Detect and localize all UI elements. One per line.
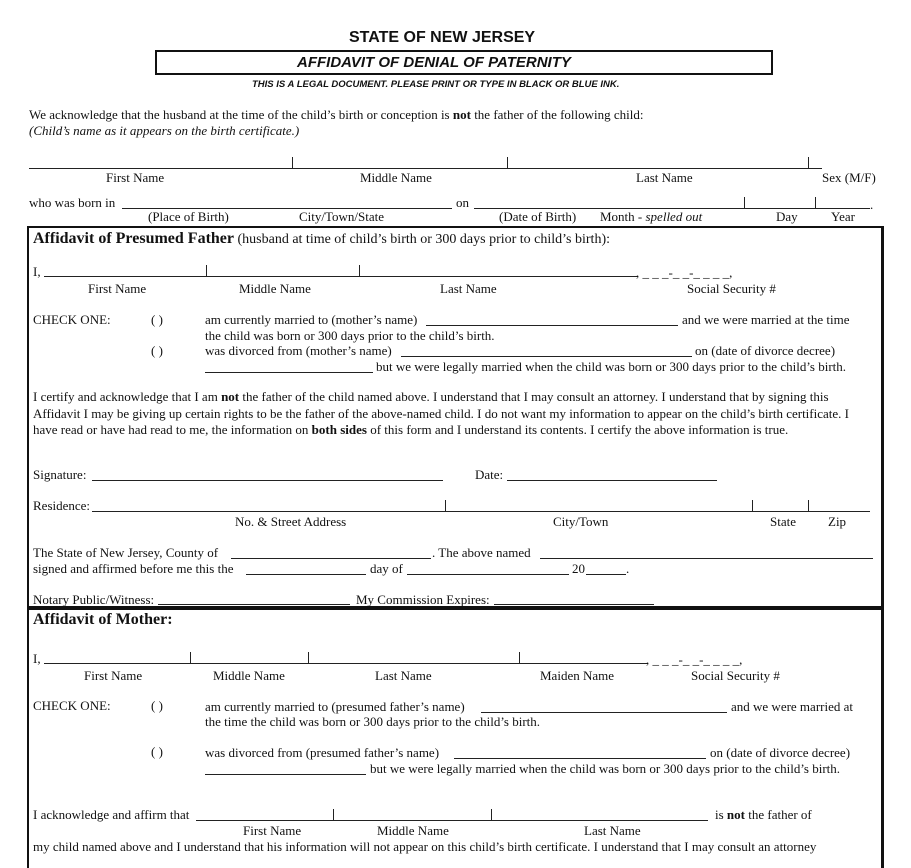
notary-witness-label: Notary Public/Witness: (33, 592, 155, 607)
father-last-label: Last Name (440, 281, 497, 296)
notary-witness-field[interactable] (158, 604, 350, 605)
intro-note: (Child’s name as it appears on the birth certificate.) (29, 123, 300, 138)
city-state-label: City/Town/State (299, 209, 385, 224)
father-signature-label: Signature: (33, 467, 87, 482)
mother-maiden-label: Maiden Name (540, 668, 615, 683)
father-zip-label: Zip (828, 514, 847, 529)
notary-year-prefix: 20 (572, 561, 585, 576)
mother-check-one: CHECK ONE: (33, 698, 111, 713)
born-in-label: who was born in (29, 195, 116, 210)
mother-ack-continuation: my child named above and I understand that his information will not appear on this child’s birth certificate. I understand that I may consult an attorney (33, 839, 817, 854)
father-ssn-label: Social Security # (687, 281, 776, 296)
mother-opt2-line2: but we were legally married when the child was born or 300 days prior to the child’s birth. (370, 761, 841, 776)
year-label: Year (831, 209, 855, 224)
notary-month-field[interactable] (407, 574, 569, 575)
father-residence-field[interactable] (92, 511, 870, 512)
form-state-heading: STATE OF NEW JERSEY (349, 29, 536, 46)
father-opt2-cont: on (date of divorce decree) (695, 343, 836, 358)
mother-opt1-cont: and we were married at (731, 699, 853, 714)
father-opt1-mother-field[interactable] (426, 325, 678, 326)
father-first-label: First Name (88, 281, 147, 296)
mother-section (27, 606, 884, 868)
ink-instruction: THIS IS A LEGAL DOCUMENT. PLEASE PRINT OR TYPE IN BLACK OR BLUE INK. (252, 79, 620, 90)
father-signature-field[interactable] (92, 480, 443, 481)
mother-last-label: Last Name (375, 668, 432, 683)
mother-opt1-text: am currently married to (presumed father’s name) (205, 699, 465, 714)
mother-heading: Affidavit of Mother: (33, 611, 173, 628)
father-opt2-mother-field[interactable] (401, 356, 692, 357)
father-certification: I certify and acknowledge that I am not the father of the child named above. I understand that I may consult an attorney. I understand that by signing this Affidavit I may be giving up certain rights to be the father of the above-named child. I do not want my information to appear on the child’s birth certificate. I have read or have had read to me, the information on both sides of this form and I understand its contents. I certify the above information is true. (33, 389, 849, 437)
mother-opt1-line2: the time the child was born or 300 days prior to the child’s birth. (205, 714, 541, 729)
intro-line: We acknowledge that the husband at the time of the child’s birth or conception is not the father of the following child: (29, 107, 644, 122)
child-middle-label: Middle Name (360, 170, 432, 185)
notary-signed-label: signed and affirmed before me this the (33, 561, 234, 576)
mother-opt2-checkbox[interactable]: ( ) (151, 744, 163, 759)
father-i: I, (33, 264, 41, 279)
father-city-label: City/Town (553, 514, 609, 529)
child-sex-label: Sex (M/F) (822, 170, 876, 185)
mother-ack-label: I acknowledge and affirm that (33, 807, 190, 822)
mother-opt1-checkbox[interactable]: ( ) (151, 698, 163, 713)
mother-divorce-date-field[interactable] (205, 774, 366, 775)
notary-above-named: . The above named (432, 545, 531, 560)
father-name-field[interactable] (44, 276, 638, 277)
father-date-field[interactable] (507, 480, 717, 481)
mother-middle-label: Middle Name (213, 668, 285, 683)
notary-county-label: The State of New Jersey, County of (33, 545, 219, 560)
father-opt2-text: was divorced from (mother’s name) (205, 343, 392, 358)
father-opt1-cont: and we were married at the time (682, 312, 850, 327)
mother-opt2-cont: on (date of divorce decree) (710, 745, 851, 760)
father-ssn-field[interactable]: , _ _ _-_ _-_ _ _ _, (636, 265, 733, 280)
father-opt1-line2: the child was born or 300 days prior to the child’s birth. (205, 328, 495, 343)
father-state-label: State (770, 514, 796, 529)
mother-ack-not-father: is not the father of (715, 807, 812, 822)
notary-name-field[interactable] (540, 558, 873, 559)
father-residence-label: Residence: (33, 498, 91, 513)
mother-opt1-father-field[interactable] (481, 712, 727, 713)
father-street-label: No. & Street Address (235, 514, 347, 529)
notary-period: . (626, 561, 630, 576)
commission-expires-label: My Commission Expires: (356, 592, 490, 607)
father-opt1-text: am currently married to (mother’s name) (205, 312, 418, 327)
father-heading: Affidavit of Presumed Father (husband at time of child’s birth or 300 days prior to child’s birth): (33, 230, 610, 247)
on-label: on (456, 195, 469, 210)
mother-ack-last-label: Last Name (584, 823, 641, 838)
mother-opt2-text: was divorced from (presumed father’s name) (205, 745, 440, 760)
father-opt1-checkbox[interactable]: ( ) (151, 312, 163, 327)
father-opt2-checkbox[interactable]: ( ) (151, 343, 163, 358)
child-name-line[interactable] (29, 168, 822, 169)
father-divorce-date-field[interactable] (205, 372, 373, 373)
month-label: Month - spelled out (600, 209, 703, 224)
mother-ack-first-label: First Name (243, 823, 302, 838)
place-label: (Place of Birth) (148, 209, 229, 224)
notary-day-of: day of (370, 561, 403, 576)
notary-county-field[interactable] (231, 558, 431, 559)
mother-first-label: First Name (84, 668, 143, 683)
father-check-one: CHECK ONE: (33, 312, 111, 327)
father-middle-label: Middle Name (239, 281, 311, 296)
commission-expires-field[interactable] (494, 604, 654, 605)
mother-ssn-field[interactable]: , _ _ _-_ _-_ _ _ _, (646, 652, 743, 667)
mother-ssn-label: Social Security # (691, 668, 780, 683)
mother-i: I, (33, 651, 41, 666)
notary-year-field[interactable] (586, 574, 626, 575)
mother-opt2-father-field[interactable] (454, 758, 706, 759)
notary-day-field[interactable] (246, 574, 366, 575)
dob-label: (Date of Birth) (499, 209, 577, 224)
child-last-label: Last Name (636, 170, 693, 185)
day-label: Day (776, 209, 798, 224)
form-title: AFFIDAVIT OF DENIAL OF PATERNITY (297, 54, 571, 71)
father-date-label: Date: (475, 467, 504, 482)
child-first-label: First Name (106, 170, 165, 185)
mother-ack-name-field[interactable] (196, 820, 708, 821)
form-title-box (155, 50, 773, 75)
mother-ack-middle-label: Middle Name (377, 823, 449, 838)
father-opt2-line2: but we were legally married when the child was born or 300 days prior to the child’s birth. (376, 359, 847, 374)
mother-name-field[interactable] (44, 663, 648, 664)
